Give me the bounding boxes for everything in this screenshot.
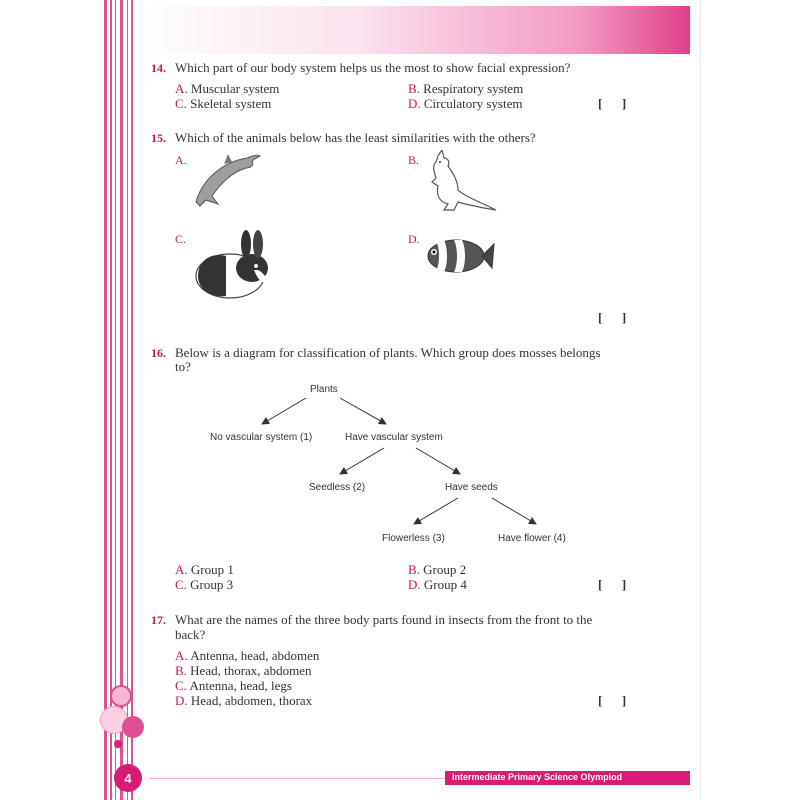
q17-answer-bracket[interactable]: [ ] bbox=[598, 693, 627, 708]
q14-option-a[interactable]: A. Muscular system bbox=[175, 81, 280, 96]
question-15-number: 15. bbox=[151, 131, 166, 145]
q15-option-a-label[interactable]: A. bbox=[175, 153, 187, 167]
q17-option-b[interactable]: B. Head, thorax, abdomen bbox=[175, 663, 312, 678]
q17-option-c[interactable]: C. Antenna, head, legs bbox=[175, 678, 292, 693]
diagram-node-seedless: Seedless (2) bbox=[309, 482, 366, 493]
q14-option-d[interactable]: D. Circulatory system bbox=[408, 96, 523, 111]
footer-divider bbox=[150, 778, 445, 779]
diagram-node-have-seeds: Have seeds bbox=[445, 482, 498, 493]
question-17-number: 17. bbox=[151, 613, 166, 627]
diagram-node-flowerless: Flowerless (3) bbox=[382, 533, 445, 544]
diagram-node-have-flower: Have flower (4) bbox=[498, 533, 566, 544]
q17-option-d[interactable]: D. Head, abdomen, thorax bbox=[175, 693, 313, 708]
diagram-node-no-vascular: No vascular system (1) bbox=[210, 432, 313, 443]
q14-option-b[interactable]: B. Respiratory system bbox=[408, 81, 524, 96]
question-16-text-line1: Below is a diagram for classification of plants. Which group does mosses belongs bbox=[175, 345, 601, 360]
q15-option-c-label[interactable]: C. bbox=[175, 232, 187, 246]
q16-option-c[interactable]: C. Group 3 bbox=[175, 577, 234, 592]
q14-answer-bracket[interactable]: [ ] bbox=[598, 96, 627, 111]
question-16-number: 16. bbox=[151, 346, 166, 360]
question-15-text: Which of the animals below has the least similarities with the others? bbox=[175, 130, 536, 145]
q16-answer-bracket[interactable]: [ ] bbox=[598, 577, 627, 592]
question-17-text-line1: What are the names of the three body parts found in insects from the front to the bbox=[175, 612, 593, 627]
page-number-badge: 4 bbox=[114, 764, 142, 792]
question-17-text-line2: back? bbox=[175, 627, 206, 642]
diagram-node-vascular: Have vascular system bbox=[345, 432, 443, 443]
question-16-text-line2: to? bbox=[175, 359, 191, 374]
q16-option-a[interactable]: A. Group 1 bbox=[175, 562, 234, 577]
q15-option-b-label[interactable]: B. bbox=[408, 153, 420, 167]
question-14-number: 14. bbox=[151, 61, 166, 75]
q15-option-d-label[interactable]: D. bbox=[408, 232, 420, 246]
diagram-node-plants: Plants bbox=[310, 384, 338, 395]
q14-option-c[interactable]: C. Skeletal system bbox=[175, 96, 272, 111]
q16-option-d[interactable]: D. Group 4 bbox=[408, 577, 467, 592]
q17-option-a[interactable]: A. Antenna, head, abdomen bbox=[175, 648, 320, 663]
footer-book-title: Intermediate Primary Science Olympiod bbox=[452, 772, 623, 782]
q15-answer-bracket[interactable]: [ ] bbox=[598, 310, 627, 325]
question-14-text: Which part of our body system helps us the most to show facial expression? bbox=[175, 60, 571, 75]
q16-option-b[interactable]: B. Group 2 bbox=[408, 562, 467, 577]
